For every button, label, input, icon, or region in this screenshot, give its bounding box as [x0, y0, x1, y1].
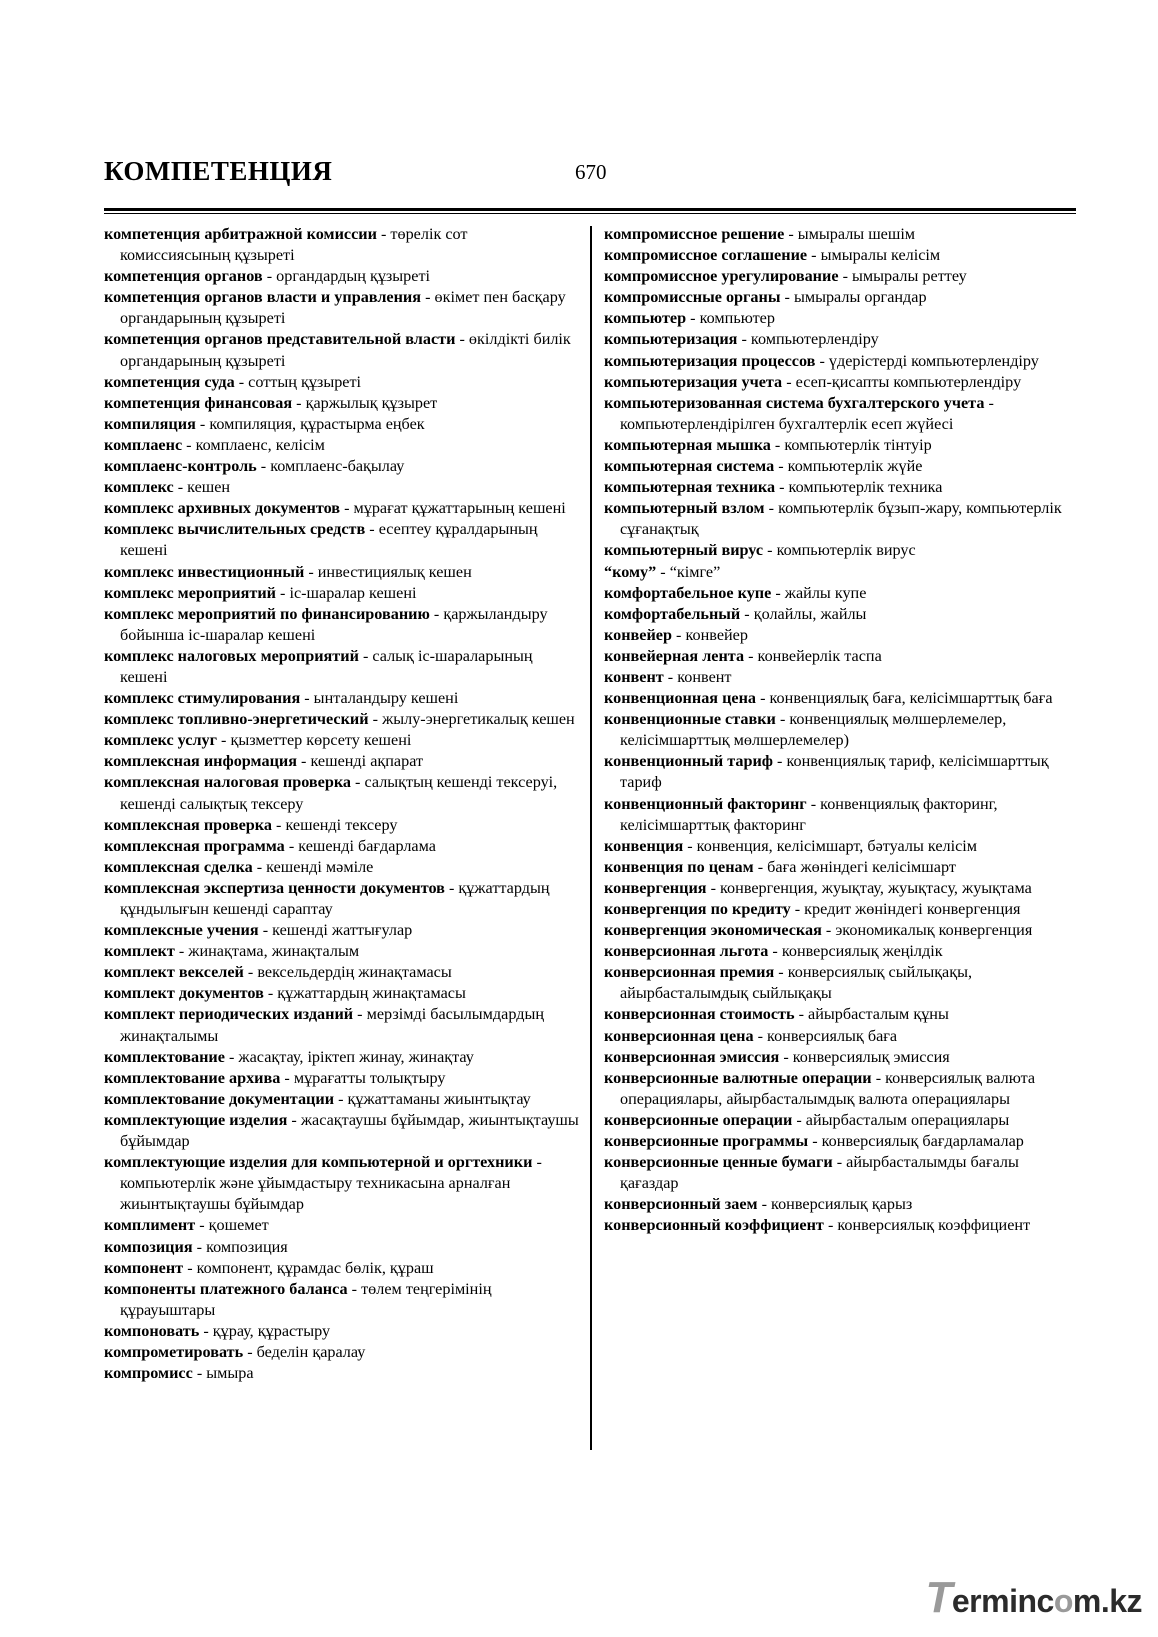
entry-term: конвейерная лента [604, 646, 745, 665]
entry-definition: - конвент [663, 667, 732, 686]
entry-definition: - қаржыландыру бойынша іс-шаралар кешені [120, 604, 548, 644]
dictionary-entry [104, 329, 580, 371]
entry-definition: - конвергенция, жуықтау, жуықтасу, жуықтама [706, 878, 1032, 897]
logo-letter-o: o [1053, 1583, 1073, 1619]
dictionary-entry [604, 1004, 1078, 1025]
dictionary-entry [104, 372, 580, 393]
dictionary-entry [104, 836, 580, 857]
dictionary-entry [104, 266, 580, 287]
dictionary-entry [604, 1047, 1078, 1068]
dictionary-entry [104, 983, 580, 1004]
dictionary-entry [604, 1131, 1078, 1152]
entry-definition: - конвейер [671, 625, 748, 644]
entry-term: комплекс архивных документов [104, 499, 341, 518]
entry-definition: - қошемет [195, 1216, 269, 1235]
entry-definition: - есептеу құралдарының кешені [120, 520, 538, 560]
dictionary-entry [604, 372, 1078, 393]
dictionary-entry [104, 562, 580, 583]
entry-term: конверсионные программы [604, 1132, 809, 1151]
entry-term: конверсионные валютные операции [604, 1068, 872, 1087]
dictionary-entry [604, 709, 1078, 751]
dictionary-entry [604, 245, 1078, 266]
entry-term: комплектующие изделия для компьютерной и оргтехники [104, 1153, 533, 1172]
dictionary-entry [104, 1279, 580, 1321]
dictionary-entry [104, 815, 580, 836]
entry-term: комплекс мероприятий [104, 583, 276, 602]
entry-definition: - жылу-энергетикалық кешен [368, 710, 575, 729]
entry-definition: - конверсиялық бағдарламалар [808, 1132, 1024, 1151]
entry-term: комплимент [104, 1216, 196, 1235]
dictionary-entry [104, 583, 580, 604]
left-column [104, 224, 580, 1384]
entry-definition: - конвенциялық баға, келісімшарттық баға [756, 689, 1053, 708]
dictionary-entry [604, 435, 1078, 456]
dictionary-entry [104, 1215, 580, 1236]
entry-definition: - компьютер [686, 309, 775, 328]
entry-definition: - ымыралы органдар [780, 288, 927, 307]
right-column [604, 224, 1078, 1237]
entry-term: компетенция суда [104, 372, 235, 391]
entry-term: компьютерная техника [604, 478, 776, 497]
entry-term: комплексные учения [104, 921, 259, 940]
entry-term: конвенционный факторинг [604, 794, 807, 813]
entry-term: конвенционные ставки [604, 710, 776, 729]
entry-term: комплектование [104, 1047, 225, 1066]
entry-term: компетенция органов представительной власти [104, 330, 456, 349]
terminkom-logo [925, 1573, 1142, 1623]
dictionary-entry [604, 688, 1078, 709]
entry-term: конвергенция экономическая [604, 921, 822, 940]
entry-definition: - органдардың құзыреті [262, 267, 431, 286]
dictionary-entry [104, 1363, 580, 1384]
dictionary-entry [104, 709, 580, 730]
logo-text-2: m.kz [1072, 1583, 1142, 1619]
entry-term: компетенция арбитражной комиссии [104, 225, 377, 243]
dictionary-entry [104, 519, 580, 561]
dictionary-entry [104, 1004, 580, 1046]
dictionary-entry [604, 1152, 1078, 1194]
entry-definition: - жасақтау, іріктеп жинау, жинақтау [224, 1047, 474, 1066]
dictionary-entry [104, 878, 580, 920]
dictionary-entry [104, 646, 580, 688]
page-number: 670 [575, 160, 607, 184]
entry-term: компьютеризация процессов [604, 351, 816, 370]
entry-definition: - кешенді мәміле [252, 857, 374, 876]
entry-definition: - үдерістерді компьютерлендіру [815, 351, 1039, 370]
entry-definition: - компьютерлік вирус [763, 541, 916, 560]
entry-definition: - ымыралы шешім [784, 225, 916, 243]
entry-definition: - төрелік сот комиссиясының құзыреті [120, 225, 468, 265]
dictionary-entry [104, 456, 580, 477]
entry-definition: - кешенді жаттығулар [258, 921, 413, 940]
entry-definition: - іс-шаралар кешені [276, 583, 417, 602]
entry-term: конвенционная цена [604, 689, 757, 708]
entry-definition: - жайлы купе [771, 583, 867, 602]
entry-definition: - вексельдердің жинақтамасы [243, 963, 452, 982]
entry-term: компьютеризация [604, 330, 738, 349]
dictionary-entry [104, 287, 580, 329]
entry-definition: - компьютерлік және ұйымдастыру техникасына арналған жиынтықтаушы бұйымдар [120, 1153, 542, 1214]
entry-definition: - ымыралы келісім [807, 246, 941, 265]
column-divider [590, 226, 592, 1450]
entry-definition: - төлем теңгерімінің құрауыштары [120, 1279, 492, 1319]
entry-definition: - мұрағат құжаттарының кешені [340, 499, 566, 518]
entry-term: комплексная программа [104, 836, 285, 855]
entry-definition: - комплаенс-бақылау [256, 457, 405, 476]
dictionary-entry [604, 667, 1078, 688]
entry-definition: - экономикалық конвергенция [821, 921, 1033, 940]
dictionary-entry [604, 308, 1078, 329]
dictionary-entry [104, 857, 580, 878]
entry-term: конверсионный заем [604, 1195, 758, 1214]
entry-definition: - соттың құзыреті [234, 372, 362, 391]
entry-definition: - конверсиялық жеңілдік [768, 942, 943, 961]
entry-term: комплексная проверка [104, 815, 272, 834]
entry-term: компьютеризованная система бухгалтерского учета [604, 393, 985, 412]
entry-definition: - кешенді тексеру [271, 815, 398, 834]
dictionary-entry [104, 772, 580, 814]
dictionary-entry [104, 1068, 580, 1089]
dictionary-entry [104, 1258, 580, 1279]
entry-term: конверсионная премия [604, 963, 775, 982]
entry-definition: - мұрағатты толықтыру [280, 1068, 446, 1087]
entry-definition: - кешенді ақпарат [296, 752, 424, 771]
entry-term: конвергенция по кредиту [604, 900, 791, 918]
entry-term: компетенция органов [104, 267, 263, 286]
entry-term: компоненты платежного баланса [104, 1279, 348, 1298]
entry-term: комплекс инвестиционный [104, 562, 305, 581]
dictionary-entry [604, 899, 1078, 920]
dictionary-entry [104, 920, 580, 941]
entry-term: компромиссные органы [604, 288, 781, 307]
dictionary-entry [104, 962, 580, 983]
entry-definition: - айырбасталым операциялары [792, 1110, 1010, 1129]
entry-term: компьютер [604, 309, 687, 328]
dictionary-entry [104, 224, 580, 266]
dictionary-entry [604, 751, 1078, 793]
entry-term: комфортабельный [604, 604, 741, 623]
dictionary-entry [104, 1047, 580, 1068]
dictionary-entry [604, 1215, 1078, 1236]
entry-definition: - композиция [192, 1237, 288, 1256]
entry-definition: - конверсиялық коэффициент [823, 1216, 1031, 1235]
entry-definition: - салық іс-шараларының кешені [120, 646, 533, 686]
entry-definition: - компьютерлендірілген бухгалтерлік есеп жүйесі [620, 393, 994, 433]
entry-definition: - компьютерлік техника [775, 478, 943, 497]
entry-definition: - қолайлы, жайлы [740, 604, 867, 623]
entry-term: комплекс стимулирования [104, 689, 301, 708]
entry-definition: - салықтың кешенді тексеруі, кешенді салықтық тексеру [120, 773, 558, 813]
dictionary-entry [104, 604, 580, 646]
entry-term: конверсионные операции [604, 1110, 793, 1129]
dictionary-entry [104, 1089, 580, 1110]
entry-term: компонент [104, 1258, 184, 1277]
header-rule-thin [104, 213, 1076, 214]
entry-term: конверсионные ценные бумаги [604, 1153, 833, 1172]
entry-term: компьютерная система [604, 457, 775, 476]
entry-term: комплектование архива [104, 1068, 281, 1087]
entry-term: комплект периодических изданий [104, 1005, 354, 1024]
dictionary-entry [604, 393, 1078, 435]
entry-definition: - конверсиялық қарыз [757, 1195, 913, 1214]
dictionary-entry [604, 329, 1078, 350]
entry-definition: - қаржылық құзырет [292, 393, 438, 412]
entry-term: комплексная экспертиза ценности документов [104, 878, 445, 897]
entry-definition: - құрау, құрастыру [199, 1321, 331, 1340]
entry-term: конвейер [604, 625, 672, 644]
entry-term: конвенция [604, 836, 684, 855]
entry-term: компьютерный взлом [604, 499, 765, 518]
entry-term: компромиссное урегулирование [604, 267, 839, 286]
entry-term: комплексная налоговая проверка [104, 773, 351, 792]
entry-definition: - конвенциялық тариф, келісімшарттық тариф [620, 752, 1049, 792]
entry-term: компетенция органов власти и управления [104, 288, 422, 307]
dictionary-entry [604, 962, 1078, 1004]
dictionary-entry [604, 857, 1078, 878]
entry-term: компьютеризация учета [604, 372, 783, 391]
dictionary-entry [104, 477, 580, 498]
dictionary-entry [604, 836, 1078, 857]
dictionary-entry [604, 1026, 1078, 1047]
entry-definition: - инвестициялық кешен [304, 562, 472, 581]
dictionary-entry [604, 224, 1078, 245]
entry-term: компромиссное решение [604, 225, 785, 243]
entry-term: конверсионная льгота [604, 942, 769, 961]
entry-definition: - конверсиялық валюта операциялары, айырбасталымдық валюта операциялары [620, 1068, 1036, 1108]
entry-term: компиляция [104, 414, 196, 433]
entry-definition: - компиляция, құрастырма еңбек [195, 414, 425, 433]
entry-term: комплекс мероприятий по финансированию [104, 604, 430, 623]
dictionary-entry [604, 604, 1078, 625]
dictionary-entry [104, 688, 580, 709]
entry-term: компьютерный вирус [604, 541, 764, 560]
entry-definition: - конвенция, келісімшарт, бәтуалы келісім [683, 836, 978, 855]
entry-definition: - қызметтер көрсету кешені [216, 731, 412, 750]
dictionary-entry [604, 878, 1078, 899]
dictionary-entry [604, 1110, 1078, 1131]
entry-definition: - құжаттардың құндылығын кешенді сараптау [120, 878, 550, 918]
entry-term: конвергенция [604, 878, 707, 897]
entry-term: комплект векселей [104, 963, 244, 982]
entry-term: конвенция по ценам [604, 857, 754, 876]
entry-definition: - беделін қаралау [243, 1342, 366, 1361]
entry-term: комплекс услуг [104, 731, 217, 750]
entry-term: компрометировать [104, 1342, 244, 1361]
entry-definition: - ынталандыру кешені [300, 689, 459, 708]
dictionary-entry [104, 730, 580, 751]
entry-definition: - компьютерлік бұзып-жару, компьютерлік сұғанақтық [620, 499, 1062, 539]
dictionary-entry [104, 1237, 580, 1258]
dictionary-entry [604, 498, 1078, 540]
entry-definition: - комплаенс, келісім [182, 435, 325, 454]
entry-term: комплектующие изделия [104, 1110, 288, 1129]
entry-term: конверсионная эмиссия [604, 1047, 780, 1066]
dictionary-entry [604, 540, 1078, 561]
dictionary-entry [604, 625, 1078, 646]
dictionary-entry [604, 477, 1078, 498]
dictionary-entry [104, 751, 580, 772]
header-word: КОМПЕТЕНЦИЯ [104, 156, 333, 186]
entry-definition: - жинақтама, жинақталым [174, 942, 360, 961]
entry-definition: - мерзімді басылымдардың жинақталымы [120, 1005, 544, 1045]
logo-letter-t: T [925, 1573, 952, 1622]
entry-definition: - кредит жөніндегі конвергенция [790, 900, 1021, 918]
entry-term: конвент [604, 667, 664, 686]
entry-term: комплект документов [104, 984, 264, 1003]
entry-definition: - конвенциялық мөлшерлемелер, келісімшарттық мөлшерлемелер) [620, 710, 1007, 750]
entry-definition: - кешен [173, 478, 231, 497]
entry-definition: - конверсиялық баға [753, 1026, 898, 1045]
entry-term: конверсионная цена [604, 1026, 754, 1045]
entry-term: комплекс [104, 478, 174, 497]
dictionary-entry [604, 266, 1078, 287]
dictionary-entry [604, 941, 1078, 962]
dictionary-entry [604, 1194, 1078, 1215]
entry-definition: - өкілдікті билік органдарының құзыреті [120, 330, 571, 370]
entry-term: комплектование документации [104, 1089, 335, 1108]
dictionary-entry [604, 562, 1078, 583]
dictionary-entry [104, 941, 580, 962]
dictionary-entry [104, 498, 580, 519]
dictionary-entry [604, 583, 1078, 604]
dictionary-entry [104, 435, 580, 456]
dictionary-entry [104, 1342, 580, 1363]
entry-term: комплекс топливно-энергетический [104, 710, 369, 729]
entry-term: компромиссное соглашение [604, 246, 808, 265]
entry-term: “кому” [604, 562, 657, 581]
entry-definition: - конвейерлік таспа [744, 646, 882, 665]
entry-definition: - кешенді бағдарлама [284, 836, 436, 855]
dictionary-entry [604, 456, 1078, 477]
entry-term: компромисс [104, 1364, 193, 1383]
entry-term: комплекс налоговых мероприятий [104, 646, 359, 665]
dictionary-entry [604, 287, 1078, 308]
dictionary-entry [604, 646, 1078, 667]
entry-term: комплект [104, 942, 175, 961]
entry-term: комплексная сделка [104, 857, 253, 876]
dictionary-entry [604, 794, 1078, 836]
entry-term: компоновать [104, 1321, 200, 1340]
logo-text-1: erminc [951, 1583, 1054, 1619]
entry-definition: - құжаттардың жинақтамасы [263, 984, 466, 1003]
entry-definition: - ымыралы реттеу [838, 267, 967, 286]
dictionary-entry [104, 414, 580, 435]
entry-definition: - конвенциялық факторинг, келісімшарттық факторинг [620, 794, 998, 834]
dictionary-entry [604, 1068, 1078, 1110]
entry-term: комплаенс [104, 435, 183, 454]
dictionary-entry [604, 351, 1078, 372]
entry-definition: - айырбасталымды бағалы қағаздар [620, 1153, 1019, 1193]
entry-definition: - компьютерлік жүйе [774, 457, 923, 476]
entry-term: комплекс вычислительных средств [104, 520, 366, 539]
entry-term: компетенция финансовая [104, 393, 293, 412]
entry-term: конверсионный коэффициент [604, 1216, 824, 1235]
entry-term: компьютерная мышка [604, 435, 771, 454]
entry-term: комплаенс-контроль [104, 457, 257, 476]
entry-definition: - компьютерлендіру [737, 330, 879, 349]
dictionary-entry [104, 393, 580, 414]
entry-definition: - компьютерлік тінтуір [770, 435, 932, 454]
dictionary-entry [104, 1321, 580, 1342]
entry-definition: - ымыра [192, 1364, 254, 1383]
entry-term: конверсионная стоимость [604, 1005, 795, 1024]
entry-term: комфортабельное купе [604, 583, 772, 602]
entry-term: композиция [104, 1237, 193, 1256]
entry-term: комплексная информация [104, 752, 297, 771]
entry-definition: - жасақтаушы бұйымдар, жиынтықтаушы бұйымдар [120, 1110, 579, 1151]
dictionary-entry [604, 920, 1078, 941]
header-rule-thick [104, 208, 1076, 211]
entry-term: конвенционный тариф [604, 752, 773, 771]
dictionary-entry [104, 1152, 580, 1215]
entry-definition: - айырбасталым құны [794, 1005, 949, 1024]
entry-definition: - құжаттаманы жиынтықтау [334, 1089, 531, 1108]
entry-definition: - есеп-қисапты компьютерлендіру [782, 372, 1022, 391]
entry-definition: - компонент, құрамдас бөлік, құраш [183, 1258, 434, 1277]
entry-definition: - “кімге” [656, 562, 721, 581]
dictionary-entry [104, 1110, 580, 1152]
entry-definition: - конверсиялық эмиссия [779, 1047, 950, 1066]
entry-definition: - өкімет пен басқару органдарының құзыреті [120, 288, 566, 328]
entry-definition: - конверсиялық сыйлықақы, айырбасталымдық сыйлықақы [620, 963, 973, 1003]
entry-definition: - баға жөніндегі келісімшарт [753, 857, 956, 876]
